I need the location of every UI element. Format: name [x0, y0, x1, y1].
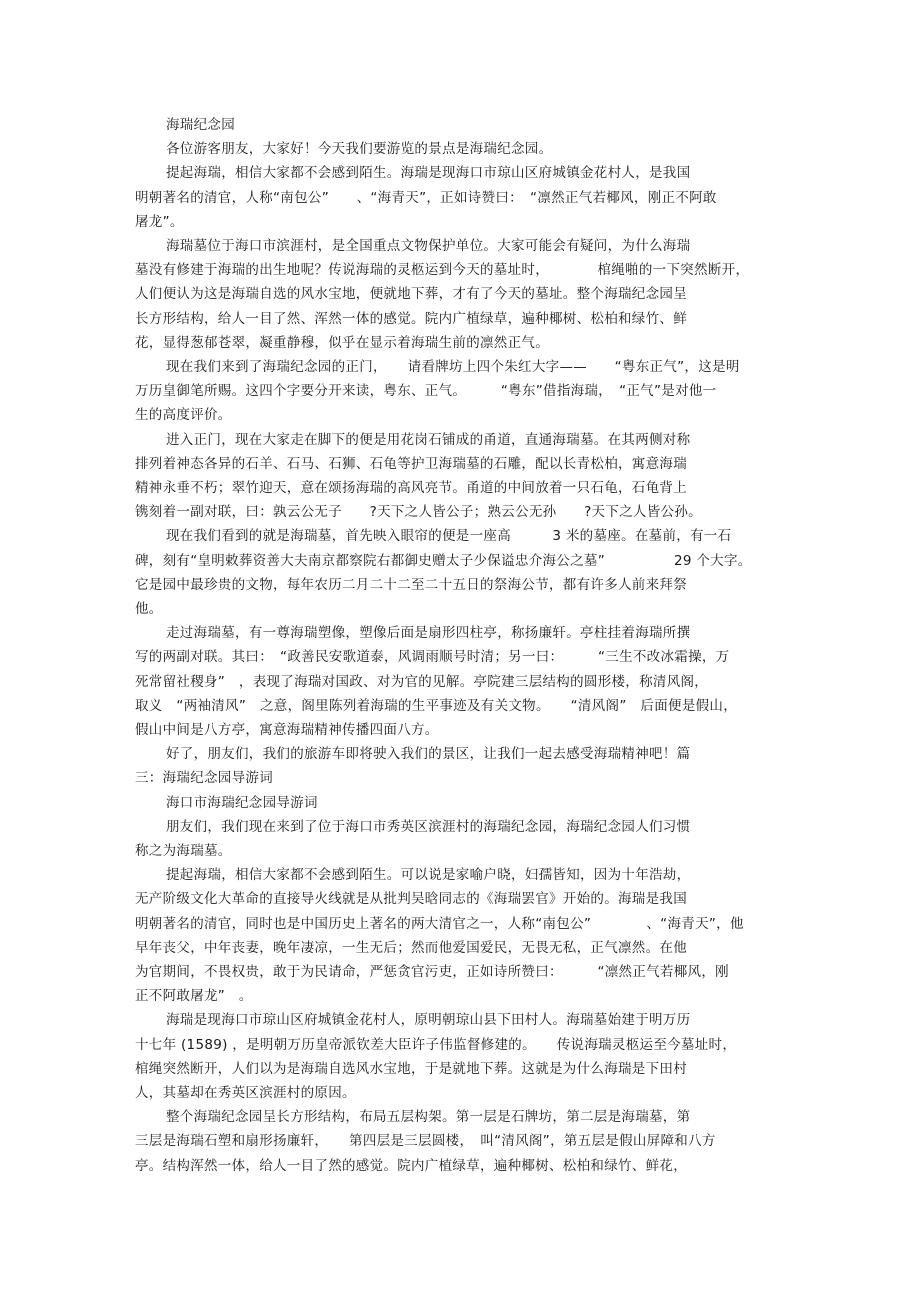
- text-line: 生的高度评价。: [135, 407, 232, 424]
- text-line: 明朝著名的清官，同时也是中国历史上著名的两大清官之一，人称“南包公” 、“海青天”，他: [135, 915, 744, 932]
- text-line: 棺绳突然断开，人们以为是海瑞自选风水宝地，于是就地下葬。这就是为什么海瑞是下田村: [135, 1060, 687, 1077]
- text-line: 提起海瑞，相信大家都不会感到陌生。海瑞是现海口市琼山区府城镇金花村人，是我国: [166, 165, 691, 182]
- text-line: 走过海瑞墓，有一尊海瑞塑像，塑像后面是扇形四柱亭，称扬廉轩。亭柱挂着海瑞所撰: [166, 625, 691, 642]
- text-line: 人们便认为这是海瑞自选的风水宝地，便就地下葬，才有了今天的墓址。整个海瑞纪念园呈: [135, 286, 687, 303]
- text-line: 海口市海瑞纪念园导游词: [166, 794, 318, 811]
- text-line: 早年丧父，中年丧妻，晚年凄凉，一生无后；然而他爱国爱民，无畏无私，正气凛然。在他: [135, 939, 687, 956]
- text-line: 写的两副对联。其曰： “政善民安歌道泰，风调雨顺号时清；另一曰： “三生不改冰霜操，万: [135, 649, 730, 666]
- text-line: 墓没有修建于海瑞的出生地呢？传说海瑞的灵柩运到今天的墓址时， 棺绳啪的一下突然断开，: [135, 262, 750, 279]
- text-line: 海瑞墓位于海口市滨涯村，是全国重点文物保护单位。大家可能会有疑问，为什么海瑞: [166, 238, 691, 254]
- text-line: 排列着神态各异的石羊、石马、石狮、石龟等护卫海瑞墓的石雕，配以长青松柏，寓意海瑞: [135, 455, 687, 472]
- text-line: 三层是海瑞石塑和扇形扬廉轩， 第四层是三层圆楼， 叫“清风阁”，第五层是假山屏障和八方: [135, 1133, 716, 1150]
- text-line: 精神永垂不朽；翠竹迎天，意在颂扬海瑞的高风亮节。甬道的中间放着一只石龟，石龟背上: [135, 480, 687, 496]
- text-line: 整个海瑞纪念园呈长方形结构，布局五层构架。第一层是石牌坊，第二层是海瑞墓，第: [166, 1109, 691, 1126]
- text-line: 进入正门，现在大家走在脚下的便是用花岗石铺成的甬道，直通海瑞墓。在其两侧对称: [166, 431, 691, 448]
- text-line: 碑，刻有“皇明敕葬资善大夫南京都察院右都御史赠太子少保谥忠介海公之墓” 29 个大字。: [135, 552, 752, 569]
- text-line: 人，其墓却在秀英区滨涯村的原因。: [135, 1085, 356, 1101]
- text-line: 海瑞纪念园: [166, 117, 235, 133]
- text-line: 明朝著名的清官，人称“南包公” 、“海青天”，正如诗赞曰： “凛然正气若椰风，刚正不阿敢: [135, 189, 717, 206]
- text-line: 他。: [135, 601, 163, 617]
- text-line: 万历皇御笔所赐。这四个字要分开来读，粤东、正气。 “粤东”借指海瑞， “正气”是对他一: [135, 383, 717, 400]
- text-line: 现在我们看到的就是海瑞墓，首先映入眼帘的便是一座高 3 米的墓座。在墓前，有一石: [166, 528, 732, 545]
- text-line: 各位游客朋友，大家好！今天我们要游览的景点是海瑞纪念园。: [166, 141, 553, 158]
- text-line: 朋友们，我们现在来到了位于海口市秀英区滨涯村的海瑞纪念园，海瑞纪念园人们习惯: [166, 818, 691, 835]
- text-line: 亭。结构浑然一体，给人一目了然的感觉。院内广植绿草，遍种椰树、松柏和绿竹、鲜花，: [135, 1157, 687, 1174]
- text-line: 正不阿敢屠龙” 。: [135, 988, 253, 1005]
- text-line: 好了，朋友们，我们的旅游车即将驶入我们的景区，让我们一起去感受海瑞精神吧！篇: [166, 746, 691, 763]
- text-line: 花，显得葱郁苍翠，凝重静穆，似乎在显示着海瑞生前的凛然正气。: [135, 334, 549, 351]
- text-line: 称之为海瑞墓。: [135, 843, 232, 859]
- text-line: 它是园中最珍贵的文物，每年农历二月二十二至二十五日的祭海公节，都有许多人前来拜祭: [135, 576, 687, 593]
- text-line: 无产阶级文化大革命的直接导火线就是从批判吴晗同志的《海瑞罢官》开始的。海瑞是我国: [135, 891, 687, 908]
- text-line: 屠龙”。: [135, 213, 184, 230]
- text-line: 十七年 (1589) ，是明朝万历皇帝派钦差大臣许子伟监督修建的。 传说海瑞灵柩运至今墓址时，: [135, 1036, 737, 1053]
- text-line: 假山中间是八方亭，寓意海瑞精神传播四面八方。: [135, 722, 439, 738]
- text-line: 取义 “两袖清风” 之意，阁里陈列着海瑞的生平事迹及有关文物。 “清风阁” 后面便是假山，: [135, 697, 738, 714]
- text-line: 三：海瑞纪念园导游词: [135, 770, 273, 787]
- text-line: 长方形结构，给人一目了然、浑然一体的感觉。院内广植绿草，遍种椰树、松柏和绿竹、鲜: [135, 310, 687, 327]
- text-line: 镌刻着一副对联，曰：孰云公无子 ?天下之人皆公子；熟云公无孙 ?天下之人皆公孙。: [135, 504, 702, 521]
- text-line: 提起海瑞，相信大家都不会感到陌生。可以说是家喻户晓，妇孺皆知，因为十年浩劫，: [166, 867, 691, 884]
- text-line: 海瑞是现海口市琼山区府城镇金花村人，原明朝琼山县下田村人。海瑞墓始建于明万历: [166, 1012, 691, 1029]
- text-line: 现在我们来到了海瑞纪念园的正门， 请看牌坊上四个朱红大字—— “粤东正气”，这是明: [166, 359, 740, 375]
- text-line: 为官期间，不畏权贵，敢于为民请命，严惩贪官污吏，正如诗所赞曰： “凛然正气若椰风，刚: [135, 964, 729, 980]
- text-line: 死常留社稷身” ，表现了海瑞对国政、对为官的见解。亭院建三层结构的圆形楼，称清风阁，: [135, 673, 709, 690]
